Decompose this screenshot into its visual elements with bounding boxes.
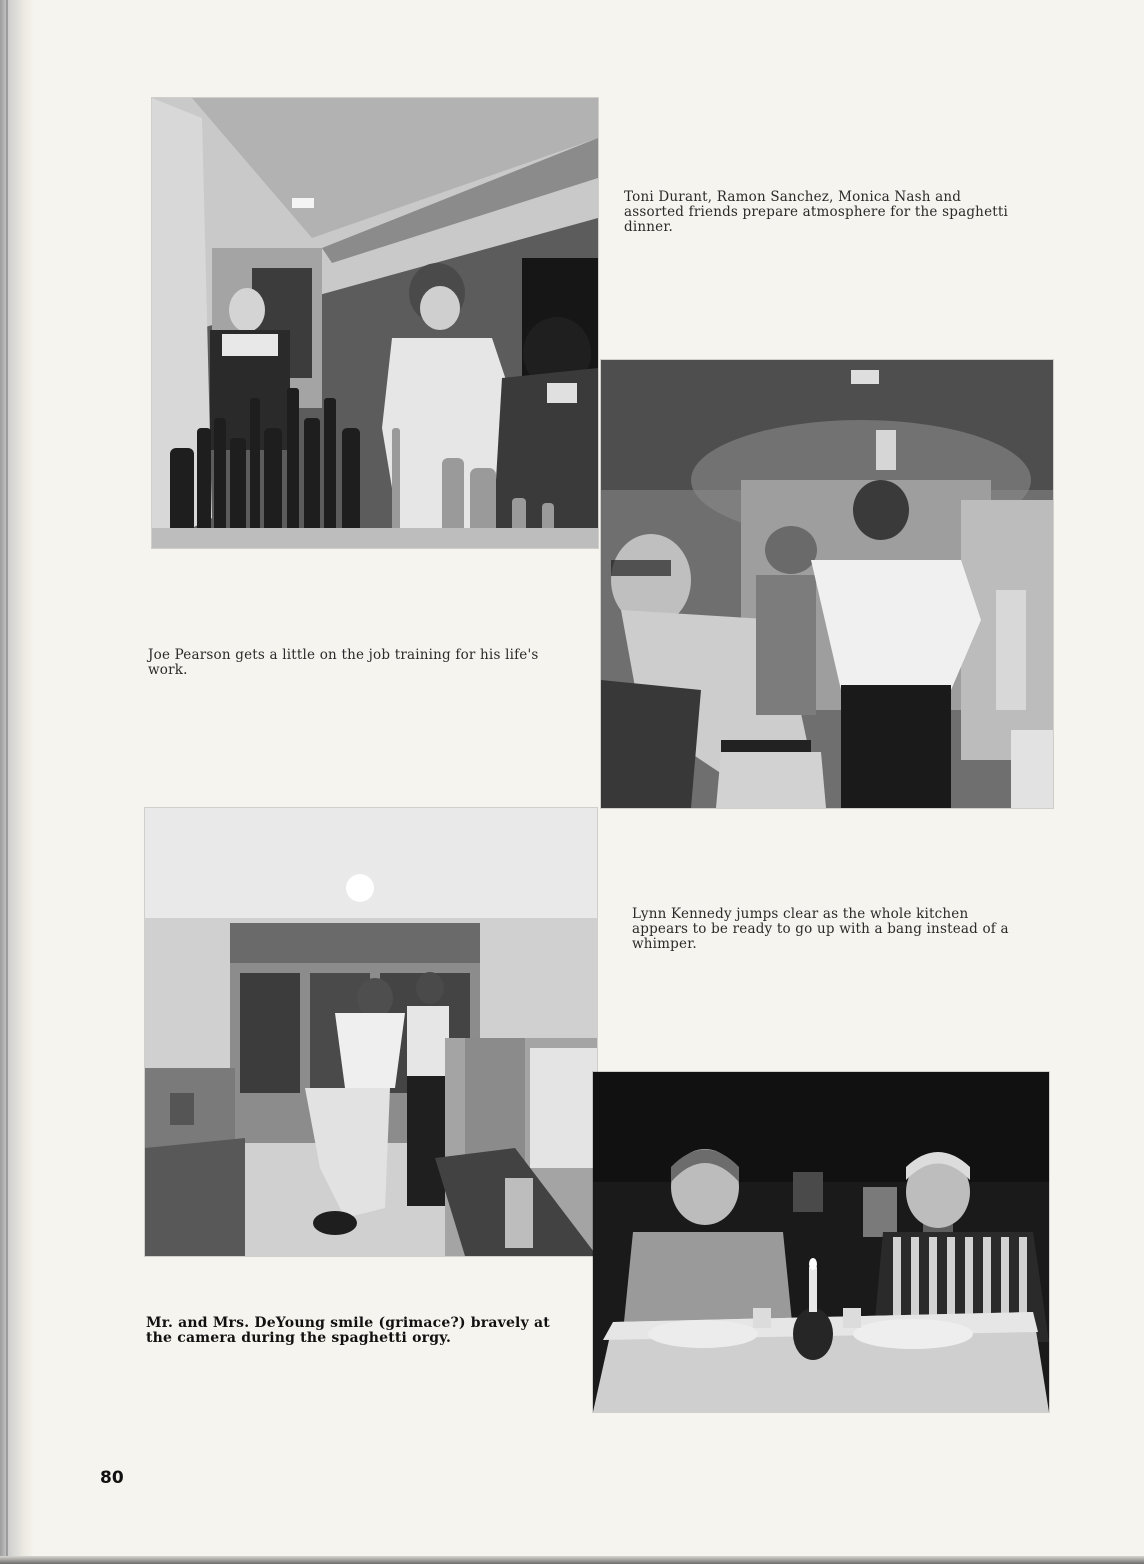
photo-kitchen-jump — [145, 808, 597, 1256]
binding-edge — [6, 0, 8, 1564]
page-bottom-edge — [0, 1556, 1144, 1564]
photo-kitchen-counter — [601, 360, 1053, 808]
caption-deyoung-smile: Mr. and Mrs. DeYoung smile (grimace?) bravely at the camera during the spaghetti orgy. — [146, 1315, 550, 1346]
caption-kitchen-bang: Lynn Kennedy jumps clear as the whole kitchen appears to be ready to go up with a bang instead of a whimper. — [632, 906, 1009, 952]
page-number: 80 — [100, 1468, 124, 1488]
caption-job-training: Joe Pearson gets a little on the job training for his life's work. — [148, 647, 539, 678]
caption-spaghetti-atmosphere: Toni Durant, Ramon Sanchez, Monica Nash and assorted friends prepare atmosphere for the spaghetti dinner. — [624, 189, 1009, 235]
photo-dinner-table — [593, 1072, 1049, 1412]
photo-bottles — [152, 98, 598, 548]
